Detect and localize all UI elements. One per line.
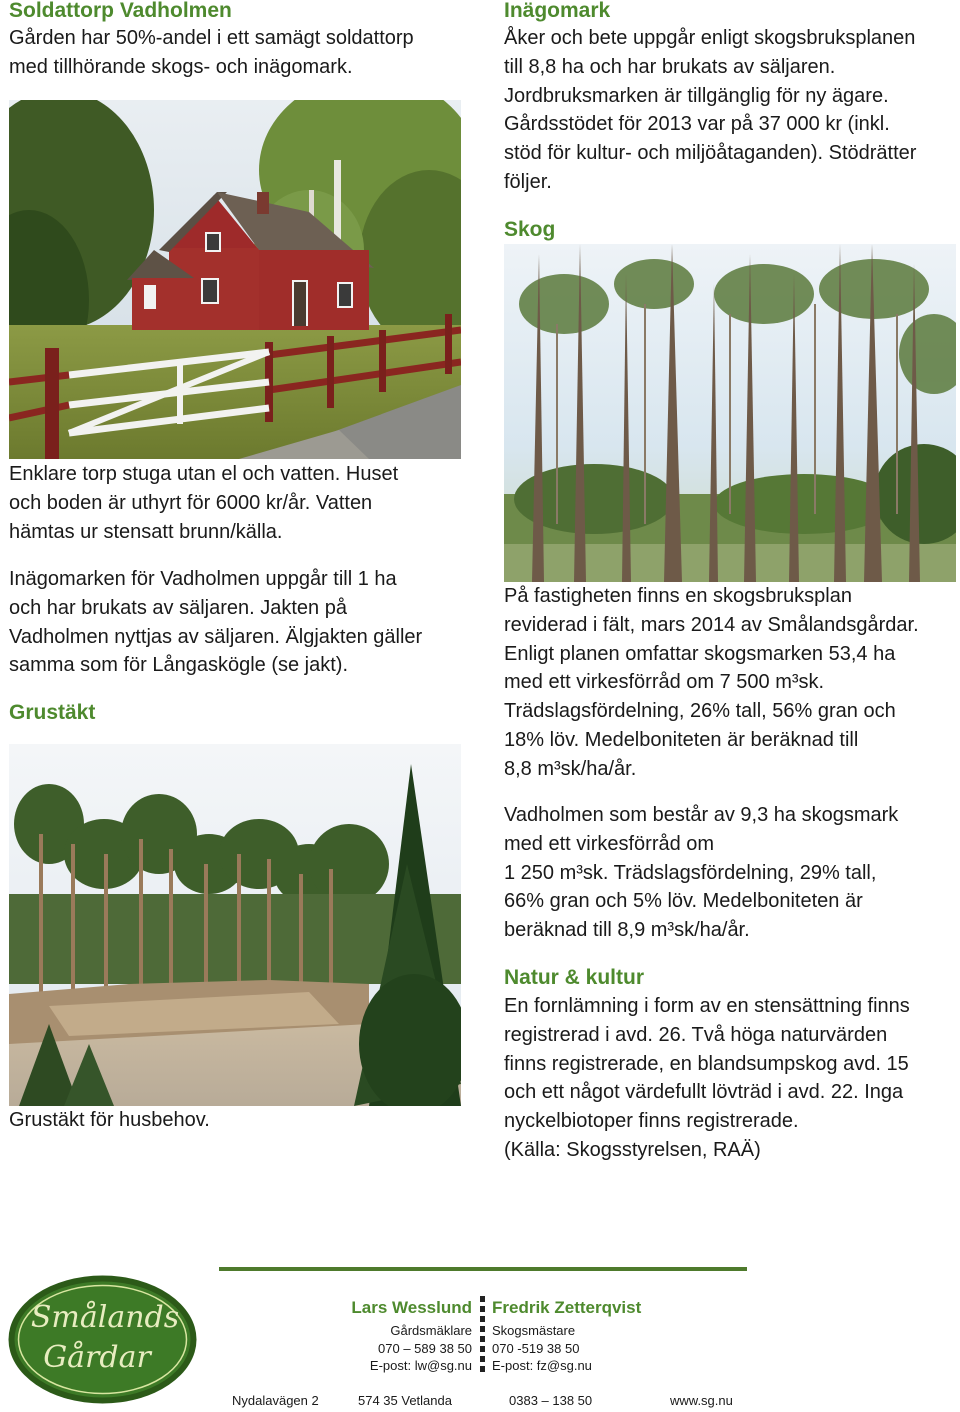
skog-text-1: På fastigheten finns en skogsbruksplan reviderad i fält, mars 2014 av Smålandsgårdar. Enligt planen omfattar skogsmarken 53,4 ha med ett virkesförråd om 7 500 m³sk. Trädslagsfördelning, 26% tall, 56% gran och 18% löv. Medelboniteten är beräknad till 8,8 m³sk/ha/år. [504,585,919,780]
house-photo [9,100,461,459]
forest-photo [504,244,956,582]
torp-heading: Soldattorp Vadholmen [9,0,232,22]
inagomarken-text: Inägomarken för Vadholmen uppgår till 1 ha och har brukats av säljaren. Jakten på Vadholmen nyttjas av säljaren. Älgjakten gäller samma som för Långaskögle (se jakt). [9,568,423,677]
house-caption: Enklare torp stuga utan el och vatten. Huset och boden är uthyrt för 6000 kr/år. Vatten hämtas ur stensatt brunn/källa. [9,463,399,543]
contact2-name: Fredrik Zetterqvist [492,1298,642,1317]
address-phone: 0383 – 138 50 [509,1393,593,1408]
skog-heading: Skog [504,218,556,241]
natur-text: En fornlämning i form av en stensättning finns registrerad i avd. 26. Två höga naturvärden finns registrerade, en blandsumpskog avd. 15 och ett något värdefullt lövträd i avd. 22. Inga nyckelbiotoper finns registrerade. (Källa: Skogsstyrelsen, RAÄ) [504,995,910,1161]
skog-text-2: Vadholmen som består av 9,3 ha skogsmark med ett virkesförråd om 1 250 m³sk. Trädslagsfördelning, 29% tall, 66% gran och 5% löv. Medelboniteten är beräknad till 8,9 m³sk/ha/år. [504,804,899,942]
logo-text-line1: Smålands [30,1300,180,1335]
address-street: Nydalavägen 2 [232,1393,319,1408]
torp-text: Gården har 50%-andel i ett samägt soldattorp med tillhörande skogs- och inägomark. [9,27,414,78]
contact2-phone: 070 -519 38 50 [492,1341,580,1356]
contact2-title: Skogsmästare [492,1323,576,1338]
smalands-gardar-logo [5,1272,200,1407]
contact1-name: Lars Wesslund [351,1298,472,1317]
contact2-email[interactable]: E-post: fz@sg.nu [492,1358,592,1373]
address-city: 574 35 Vetlanda [358,1393,452,1408]
contact1-email[interactable]: E-post: lw@sg.nu [369,1358,472,1373]
natur-heading: Natur & kultur [504,966,645,989]
grustakt-photo [9,744,461,1106]
contact1-phone: 070 – 589 38 50 [378,1341,472,1356]
footer-rule [219,1267,747,1271]
inagomark-heading: Inägomark [504,0,611,22]
grustakt-caption: Grustäkt för husbehov. [9,1109,210,1131]
grustakt-heading: Grustäkt [9,701,96,724]
contact-separator [480,1296,485,1372]
logo-text-line2: Gårdar [43,1340,151,1375]
address-web[interactable]: www.sg.nu [670,1393,733,1408]
contact1-title: Gårdsmäklare [390,1323,472,1338]
inagomark-text: Åker och bete uppgår enligt skogsbruksplanen till 8,8 ha och har brukats av säljaren. Jordbruksmarken är tillgänglig för ny ägare. Gårdsstödet för 2013 var på 37 000 kr (inkl. stöd för kultur- och miljöåtaganden). Stödrätter följer. [504,27,917,193]
